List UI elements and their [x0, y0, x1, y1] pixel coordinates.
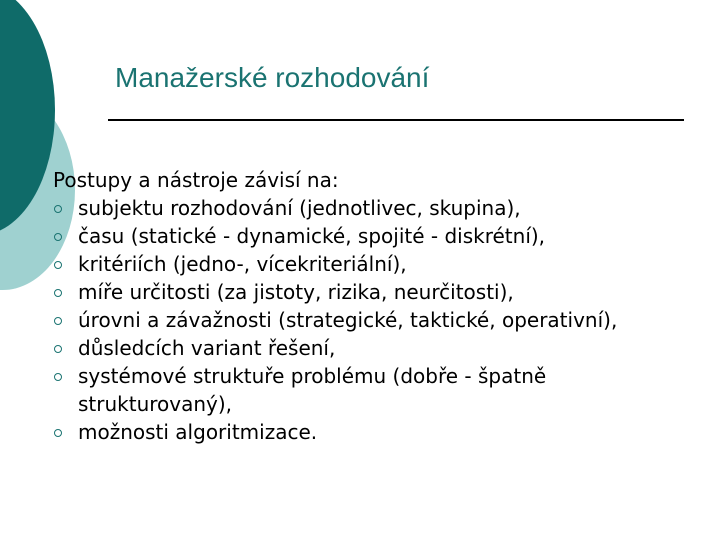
bullet-icon: [54, 289, 62, 297]
bullet-item: [53, 278, 693, 306]
bullet-item: [53, 222, 693, 250]
bullet-item: [53, 250, 693, 278]
bullet-item: [53, 418, 693, 446]
bullet-icon: [54, 373, 62, 381]
bullet-text: subjektu rozhodování (jednotlivec, skupina),: [78, 196, 521, 220]
bullet-item: [53, 362, 693, 418]
bullet-text: úrovni a závažnosti (strategické, taktické, operativní),: [78, 308, 618, 332]
intro-text: Postupy a nástroje závisí na:: [53, 168, 339, 192]
bullet-text: možnosti algoritmizace.: [78, 420, 318, 444]
slide-content: [53, 166, 693, 446]
bullet-icon: [54, 205, 62, 213]
bullet-item: [53, 194, 693, 222]
bullet-item: [53, 334, 693, 362]
bullet-icon: [54, 233, 62, 241]
slide-title: Manažerské rozhodování: [115, 62, 430, 93]
bullet-icon: [54, 317, 62, 325]
bullet-text: času (statické - dynamické, spojité - diskrétní),: [78, 224, 546, 248]
bullet-item: [53, 306, 693, 334]
bullet-text: systémové struktuře problému (dobře - špatně strukturovaný),: [78, 364, 547, 416]
bullet-text: kritériích (jedno-, vícekriteriální),: [78, 252, 407, 276]
title-underline: [108, 119, 684, 121]
bullet-list: [53, 194, 693, 446]
bullet-icon: [54, 429, 62, 437]
bullet-text: důsledcích variant řešení,: [78, 336, 336, 360]
bullet-icon: [54, 261, 62, 269]
bullet-icon: [54, 345, 62, 353]
bullet-text: míře určitosti (za jistoty, rizika, neurčitosti),: [78, 280, 514, 304]
